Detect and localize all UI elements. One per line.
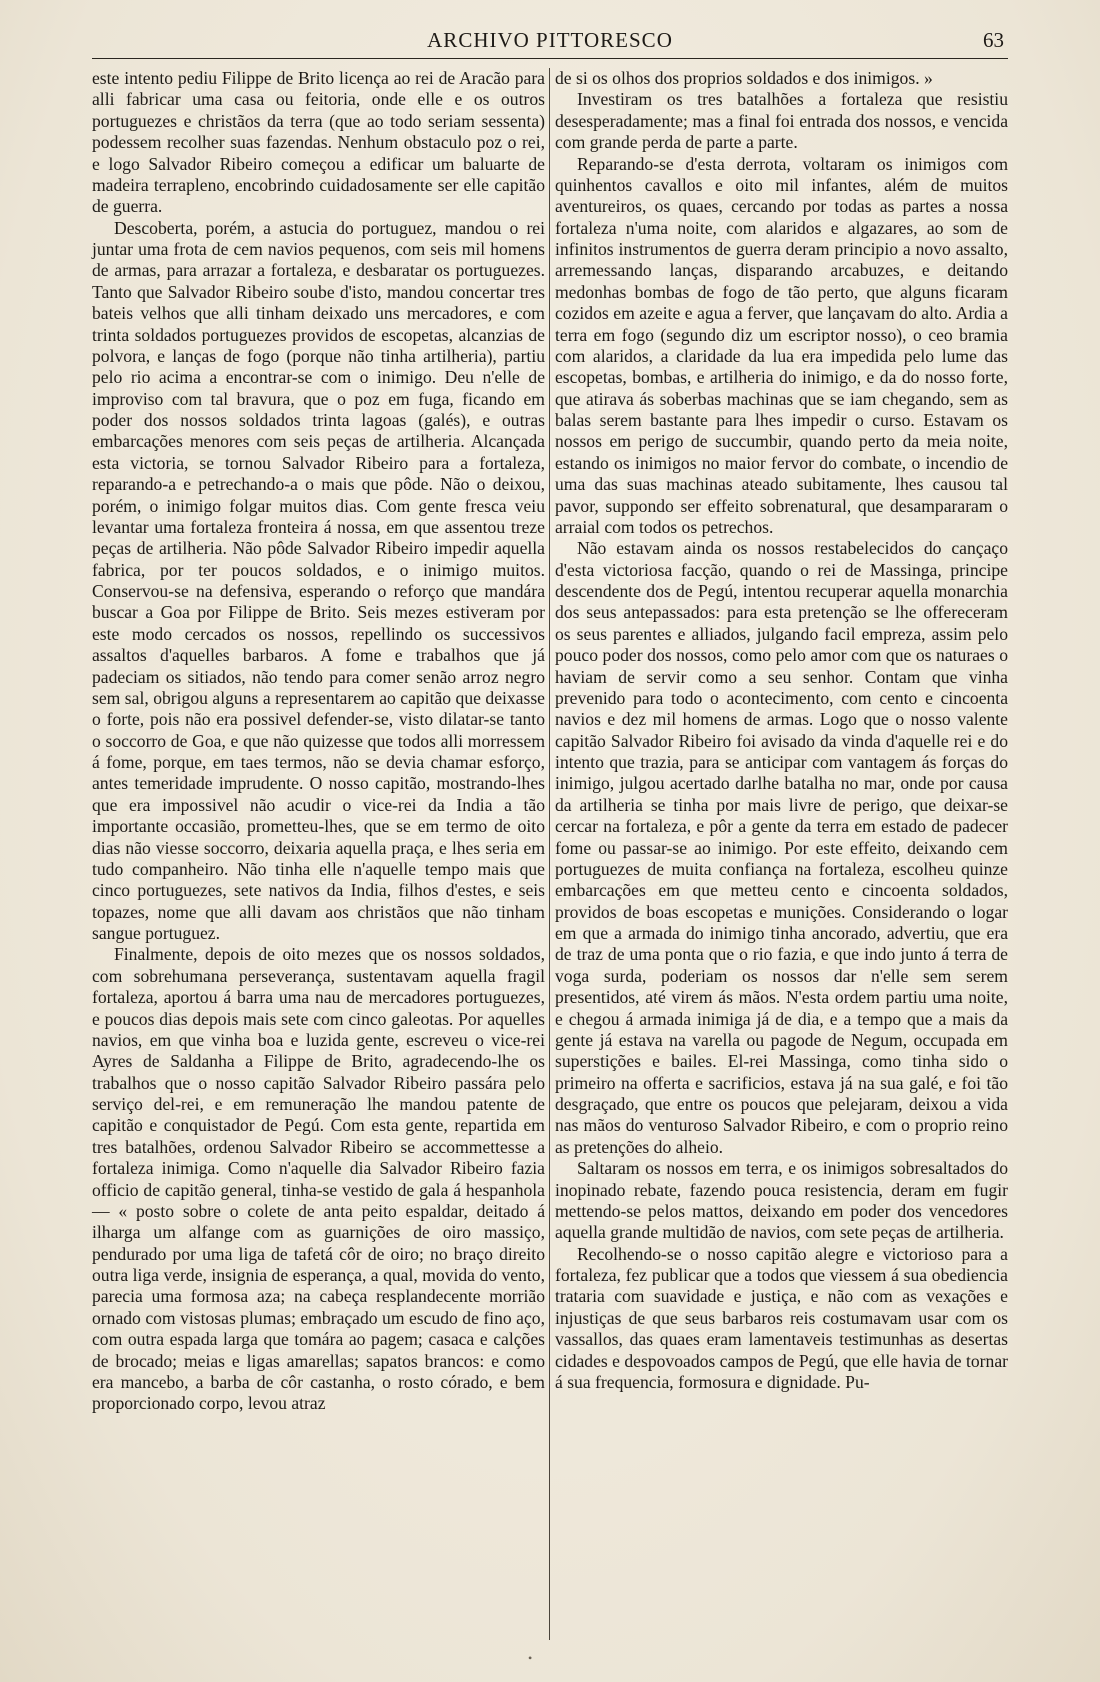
page-header bbox=[92, 24, 1008, 59]
right-column bbox=[555, 68, 1008, 1393]
paragraph: Finalmente, depois de oito mezes que os nossos soldados, com sobrehumana perseverança, sustentavam aquella fragil fortaleza, aportou á barra uma nau de mercadores portuguezes, e poucos dias depois mais sete com cinco galeotas. Por aquelles navios, em que vinha boa e luzida gente, escreveu o vice-rei Ayres de Saldanha a Filippe de Brito, agradecendo-lhe os trabalhos que o nosso capitão Salvador Ribeiro passára pelo serviço del-rei, e em remuneração lhe mandou patente de capitão e conquistador de Pegú. Com esta gente, repartida em tres batalhões, ordenou Salvador Ribeiro se accommettesse a fortaleza inimiga. Como n'aquelle dia Salvador Ribeiro fazia officio de capitão general, tinha-se vestido de gala á hespanhola — « posto sobre o colete de anta peito espaldar, deitado á ilharga um alfange com as guarnições de oiro massiço, pendurado por uma liga de tafetá côr de oiro; no braço direito outra liga verde, insignia de esperança, a qual, movida do vento, parecia uma formosa aza; na cabeça resplandecente morrião ornado com vistosas plumas; embraçado um escudo de fino aço, com outra espada larga que tomára ao pagem; casaca e calções de brocado; meias e ligas amarellas; sapatos brancos: e como era mancebo, a barba de côr castanha, o rosto córado, e bem proporcionado corpo, levou atraz bbox=[92, 944, 545, 1414]
paragraph: Saltaram os nossos em terra, e os inimigos sobresaltados do inopinado rebate, fazendo pouca resistencia, deram em fugir mettendo-se pelos mattos, deixando em poder dos vencedores aquella grande multidão de navios, com sete peças de artilheria. bbox=[555, 1158, 1008, 1243]
paragraph: este intento pediu Filippe de Brito licença ao rei de Aracão para alli fabricar uma casa ou feitoria, onde elle e os outros portuguezes e christãos da terra (que ao todo seriam sessenta) podessem recolher suas fazendas. Nenhum obstaculo poz o rei, e logo Salvador Ribeiro começou a edificar um baluarte de madeira terrapleno, encobrindo cuidadosamente ser elle capitão de guerra. bbox=[92, 68, 545, 217]
page-number: 63 bbox=[983, 28, 1004, 52]
running-title: ARCHIVO PITTORESCO bbox=[427, 28, 673, 52]
paragraph: Reparando-se d'esta derrota, voltaram os inimigos com quinhentos cavallos e oito mil infantes, além de muitos aventureiros, os quaes, cercando por todas as partes a nossa fortaleza n'uma noite, com alaridos e algazares, ao som de infinitos instrumentos de guerra deram principio a novo assalto, arremessando lanças, disparando arcabuzes, e deitando medonhas bombas de fogo de tão perto, que alguns ficaram cozidos em azeite e agua a ferver, que lançavam do alto. Ardia a terra em fogo (segundo diz um escriptor nosso), o ceo bramia com alaridos, a claridade da lua era impedida pelo lume das escopetas, bombas, e artilheria do inimigo, e da do nosso forte, que atirava ás soberbas machinas que se iam chegando, sem as balas serem bastante para lhes impedir o curso. Estavam os nossos em perigo de succumbir, quando perto da meia noite, estando os inimigos no maior fervor do combate, o incendio de uma das suas machinas ateado subitamente, lhes causou tal pavor, suppondo ser effeito sobrenatural, que desampararam o arraial com todos os petrechos. bbox=[555, 153, 1008, 537]
paragraph: de si os olhos dos proprios soldados e dos inimigos. » bbox=[555, 68, 933, 88]
paragraph: Descoberta, porém, a astucia do portuguez, mandou o rei juntar uma frota de cem navios pequenos, com seis mil homens de armas, para arrazar a fortaleza, e desbaratar os portuguezes. Tanto que Salvador Ribeiro soube d'isto, mandou concertar tres bateis velhos que alli tinham deixado uns mercadores, e com trinta soldados portuguezes providos de escopetas, alcanzias de polvora, e lanças de fogo (porque não tinha artilheria), partiu pelo rio acima a encontrar-se com o inimigo. Deu n'elle de improviso com tal bravura, que o poz em fuga, ficando em poder dos nossos soldados trinta lagoas (galés), e outras embarcações menores com seis peças de artilheria. Alcançada esta victoria, se tornou Salvador Ribeiro para a fortaleza, reparando-a e petrechando-a o mais que pôde. Não o deixou, porém, o inimigo folgar muitos dias. Com gente fresca veiu levantar uma fortaleza fronteira á nossa, em que assentou treze peças de artilheria. Não pôde Salvador Ribeiro impedir aquella fabrica, por ter poucos soldados, e o inimigo muitos. Conservou-se na defensiva, esperando o reforço que mandára buscar a Goa por Filippe de Brito. Seis mezes estiveram por este modo cercados os nossos, repellindo os successivos assaltos d'aquelles barbaros. A fome e trabalhos que já padeciam os sitiados, não tendo para comer senão arroz negro sem sal, obrigou alguns a representarem ao capitão que deixasse o forte, pois não era possivel defender-se, visto dilatar-se tanto o soccorro de Goa, e que não quizesse que todos alli morressem á fome, porque, em taes termos, não se devia chamar esforço, antes temeridade imprudente. O nosso capitão, mostrando-lhes que era impossivel não acudir o vice-rei da India a tão importante occasião, prometteu-lhes, que se em termo de oito dias não viesse soccorro, deixaria aquella praça, e lhes seria em tudo companheiro. Não tinha elle n'aquelle tempo mais que cinco portuguezes, sete nativos da India, filhos d'estes, e seis topazes, nome que alli davam aos christãos que não tinham sangue portuguez. bbox=[92, 217, 545, 943]
footer-dot: • bbox=[528, 1651, 533, 1665]
left-column bbox=[92, 68, 545, 1415]
paragraph: Não estavam ainda os nossos restabelecidos do cançaço d'esta victoriosa facção, quando o rei de Massinga, principe descendente dos de Pegú, intentou recuperar aquella monarchia dos seus antepassados: para esta pretenção se lhe offereceram os seus parentes e alliados, julgando facil empreza, assim pelo pouco poder dos nossos, como pelo amor com que os naturaes o haviam de servir como a seu senhor. Contam que vinha prevenido para todo o acontecimento, com cento e cincoenta navios e dez mil homens de armas. Logo que o nosso valente capitão Salvador Ribeiro foi avisado da vinda d'aquelle rei e do intento que trazia, para se anticipar com vantagem ás forças do inimigo, julgou acertado darlhe batalha no mar, onde por causa da artilheria se tinha por mais livre de perigo, que deixar-se cercar na fortaleza, e pôr a gente da terra em estado de padecer fome ou passar-se ao inimigo. Por este effeito, deixando cem portuguezes de muita confiança na fortaleza, escolheu quinze embarcações em que metteu cento e cincoenta soldados, providos de boas escopetas e munições. Considerando o logar em que a armada do inimigo tinha ancorado, advertiu, que era de traz de uma ponta que o rio fazia, e que indo junto á terra de voga surda, poderiam os nossos dar n'elle sem serem presentidos, até virem ás mãos. N'esta ordem partiu uma noite, e chegou á armada inimiga já de dia, e a tempo que a mais da gente já estava na varella ou pagode de Negum, occupada em superstições e bailes. El-rei Massinga, como tinha sido o primeiro na offerta e sacrificios, estava já na sua galé, e foi tão desgraçado, que entre os poucos que pelejaram, deixou a vida nas mãos do venturoso Salvador Ribeiro, e com o proprio reino as pretenções do alheio. bbox=[555, 538, 1008, 1157]
paragraph: Investiram os tres batalhões a fortaleza que resistiu desesperadamente; mas a final foi entrada dos nossos, e vencida com grande perda de parte a parte. bbox=[555, 89, 1008, 153]
column-divider bbox=[549, 68, 550, 1640]
paragraph: Recolhendo-se o nosso capitão alegre e victorioso para a fortaleza, fez publicar que a todos que viessem á sua obediencia trataria com suavidade e justiça, e não com as vexações e injustiças de que seus barbaros reis costumavam usar com os vassallos, das quaes eram lamentaveis testimunhas as desertas cidades e despovoados campos de Pegú, que elle havia de tornar á sua frequencia, formosura e dignidade. Pu- bbox=[555, 1243, 1008, 1392]
